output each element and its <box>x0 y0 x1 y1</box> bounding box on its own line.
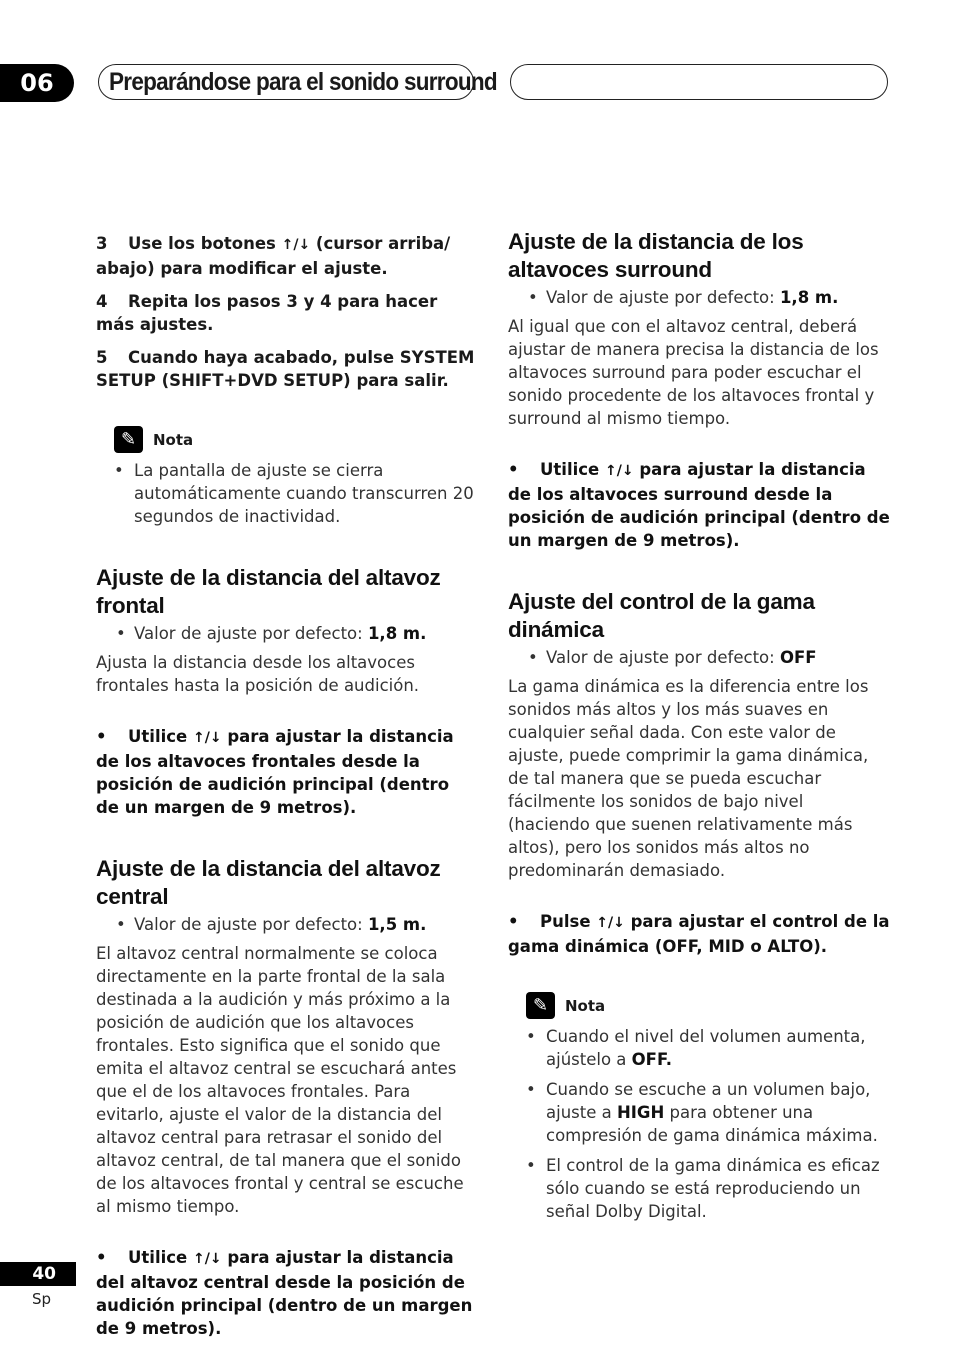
step-3: 3 Use los botones ↑/↓ (cursor arriba/ abajo) para modificar el ajuste. <box>96 234 451 278</box>
up-down-arrows-icon: ↑/↓ <box>604 463 634 479</box>
section-body: Al igual que con el altavoz central, deberá ajustar de manera precisa la distancia de los altavoces surround para poder escuchar el sonido procedente de los altavoces frontal y surround al mismo tiempo. <box>508 317 879 428</box>
note-item: • La pantalla de ajuste se cierra automáticamente cuando transcurren 20 segundos de inactividad. <box>96 459 476 528</box>
chapter-title-text: Preparándose para el sonido surround <box>109 67 497 96</box>
chapter-title <box>98 64 497 100</box>
instruction: • Utilice ↑/↓ para ajustar la distancia de los altavoces frontales desde la posición de audición principal (dentro de un margen de 9 metros). <box>96 727 454 817</box>
pencil-note-icon: ✎ <box>114 426 143 453</box>
section-body: La gama dinámica es la diferencia entre los sonidos más altos y los más suaves en cualquier señal dada. Con este valor de ajuste, puede comprimir la gama dinámica, de tal manera que se pueda escuchar fácilmente los sonidos de bajo nivel (haciendo que suenen relativamente más altos), pero los sonidos más altos no predominarán demasiado. <box>508 677 869 880</box>
note-item: • El control de la gama dinámica es eficaz sólo cuando se está reproduciendo un señal Dolby Digital. <box>508 1154 890 1223</box>
step-4: 4 Repita los pasos 3 y 4 para hacer más ajustes. <box>96 292 438 334</box>
up-down-arrows-icon: ↑/↓ <box>281 237 311 253</box>
page-number: 40 <box>0 1262 76 1286</box>
note-list <box>96 459 476 528</box>
section-heading-frontal: Ajuste de la distancia del altavoz frontal <box>96 565 441 618</box>
right-column <box>508 229 890 1230</box>
up-down-arrows-icon: ↑/↓ <box>192 1251 222 1267</box>
section-heading-surround: Ajuste de la distancia de los altavoces surround <box>508 229 804 282</box>
section-body: El altavoz central normalmente se coloca directamente en la parte frontal de la sala destinada a la audición y más próximo a la posición de audición que los altavoces frontales. Esto significa que el sonido que emita el altavoz central se escuchará antes que el de los altavoces frontales. Para evitarlo, ajuste el valor de la distancia del altavoz central para retrasar el sonido del altavoz central, de tal manera que el sonido de los altavoces frontal y central se escuche al mismo tiempo. <box>96 944 464 1216</box>
default-value: • Valor de ajuste por defecto: 1,5 m. <box>96 913 476 936</box>
up-down-arrows-icon: ↑/↓ <box>192 730 222 746</box>
default-value: • Valor de ajuste por defecto: 1,8 m. <box>96 622 476 645</box>
note-item: • Cuando se escuche a un volumen bajo, ajuste a HIGH para obtener una compresión de gama dinámica máxima. <box>508 1078 890 1147</box>
left-column <box>96 232 476 1340</box>
note-item: • Cuando el nivel del volumen aumenta, ajústelo a OFF. <box>508 1025 890 1071</box>
note-header: ✎ Nota <box>114 426 476 453</box>
instruction: • Pulse ↑/↓ para ajustar el control de la gama dinámica (OFF, MID o ALTO). <box>508 912 890 956</box>
pencil-note-icon: ✎ <box>526 992 555 1019</box>
section-heading-central: Ajuste de la distancia del altavoz central <box>96 856 441 909</box>
note-list <box>508 1025 890 1223</box>
section-body: Ajusta la distancia desde los altavoces frontales hasta la posición de audición. <box>96 653 420 695</box>
page-language: Sp <box>32 1290 52 1308</box>
header-empty-box <box>510 64 888 100</box>
default-value: • Valor de ajuste por defecto: OFF <box>508 646 890 669</box>
section-heading-dynamic-range: Ajuste del control de la gama dinámica <box>508 589 815 642</box>
instruction: • Utilice ↑/↓ para ajustar la distancia del altavoz central desde la posición de audición principal (dentro de un margen de 9 metros). <box>96 1248 473 1338</box>
instruction: • Utilice ↑/↓ para ajustar la distancia de los altavoces surround desde la posición de audición principal (dentro de un margen de 9 metros). <box>508 460 890 550</box>
chapter-badge: 06 <box>0 64 74 102</box>
default-value: • Valor de ajuste por defecto: 1,8 m. <box>508 286 890 309</box>
up-down-arrows-icon: ↑/↓ <box>596 915 625 931</box>
step-5: 5 Cuando haya acabado, pulse SYSTEM SETUP (SHIFT+DVD SETUP) para salir. <box>96 348 475 390</box>
note-header: ✎ Nota <box>526 992 890 1019</box>
